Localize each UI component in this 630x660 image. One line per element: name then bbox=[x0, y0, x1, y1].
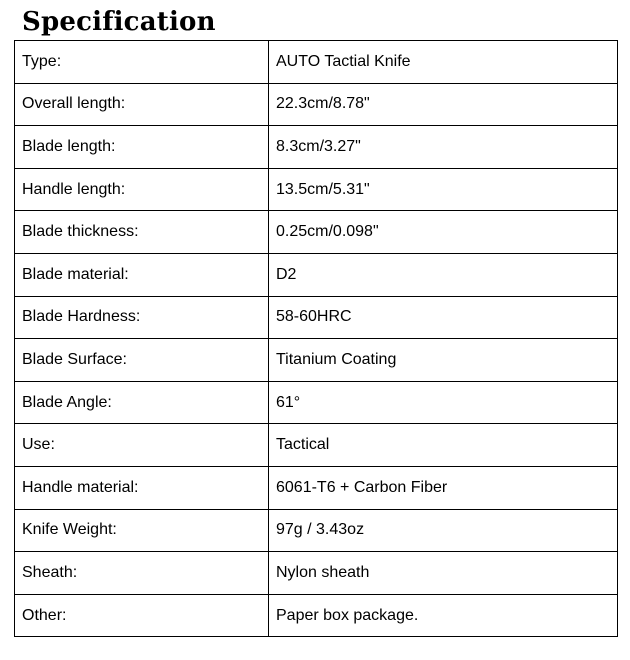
spec-label: Blade Angle: bbox=[15, 381, 269, 424]
spec-row-blade-surface bbox=[15, 339, 618, 382]
spec-value: 58-60HRC bbox=[269, 296, 618, 339]
spec-label: Use: bbox=[15, 424, 269, 467]
spec-row-handle-material bbox=[15, 466, 618, 509]
spec-label: Handle length: bbox=[15, 168, 269, 211]
spec-value: 97g / 3.43oz bbox=[269, 509, 618, 552]
spec-row-type bbox=[15, 41, 618, 84]
spec-label: Overall length: bbox=[15, 83, 269, 126]
spec-row-knife-weight bbox=[15, 509, 618, 552]
specification-table bbox=[14, 40, 618, 637]
spec-row-sheath bbox=[15, 552, 618, 595]
spec-label: Handle material: bbox=[15, 466, 269, 509]
spec-label: Blade material: bbox=[15, 253, 269, 296]
spec-row-overall-length bbox=[15, 83, 618, 126]
spec-row-blade-material bbox=[15, 253, 618, 296]
spec-value: Titanium Coating bbox=[269, 339, 618, 382]
spec-label: Other: bbox=[15, 594, 269, 637]
spec-value: 61° bbox=[269, 381, 618, 424]
spec-label: Knife Weight: bbox=[15, 509, 269, 552]
spec-value: 6061-T6 + Carbon Fiber bbox=[269, 466, 618, 509]
spec-value: 22.3cm/8.78" bbox=[269, 83, 618, 126]
spec-label: Blade length: bbox=[15, 126, 269, 169]
spec-row-blade-hardness bbox=[15, 296, 618, 339]
spec-label: Type: bbox=[15, 41, 269, 84]
spec-row-blade-length bbox=[15, 126, 618, 169]
spec-label: Blade Surface: bbox=[15, 339, 269, 382]
spec-label: Sheath: bbox=[15, 552, 269, 595]
spec-row-use bbox=[15, 424, 618, 467]
spec-value: AUTO Tactial Knife bbox=[269, 41, 618, 84]
spec-value: D2 bbox=[269, 253, 618, 296]
spec-value: Nylon sheath bbox=[269, 552, 618, 595]
spec-label: Blade thickness: bbox=[15, 211, 269, 254]
spec-value: 13.5cm/5.31" bbox=[269, 168, 618, 211]
spec-row-blade-angle bbox=[15, 381, 618, 424]
spec-value: Paper box package. bbox=[269, 594, 618, 637]
spec-row-other bbox=[15, 594, 618, 637]
spec-label: Blade Hardness: bbox=[15, 296, 269, 339]
page-title: Specification bbox=[22, 7, 216, 37]
spec-value: 0.25cm/0.098" bbox=[269, 211, 618, 254]
spec-value: Tactical bbox=[269, 424, 618, 467]
spec-row-blade-thickness bbox=[15, 211, 618, 254]
spec-row-handle-length bbox=[15, 168, 618, 211]
spec-value: 8.3cm/3.27" bbox=[269, 126, 618, 169]
